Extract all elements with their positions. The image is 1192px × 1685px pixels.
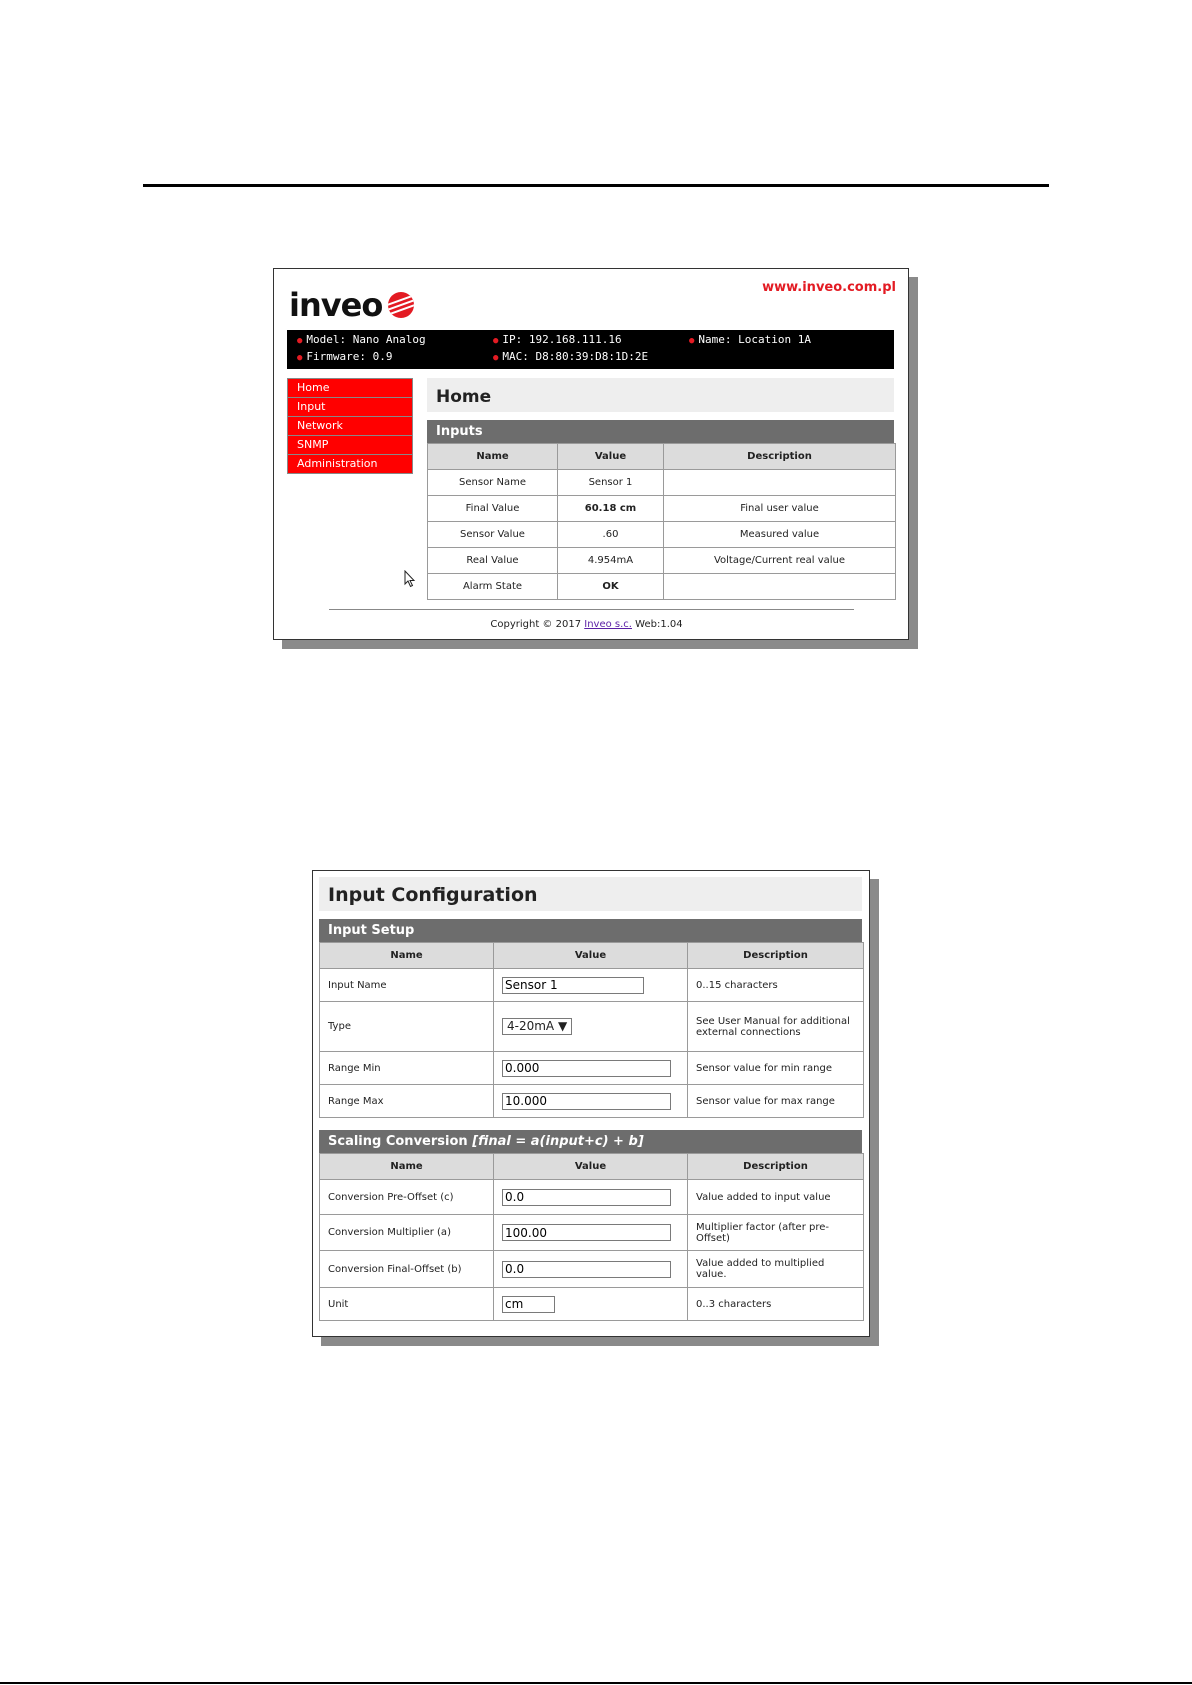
row-name: Conversion Pre-Offset (c) xyxy=(320,1180,494,1215)
model-info: ● Model: Nano Analog xyxy=(297,333,426,346)
col-header-description: Description xyxy=(688,943,864,969)
row-name: Conversion Multiplier (a) xyxy=(320,1215,494,1251)
input-name-field[interactable] xyxy=(502,977,644,994)
row-value: .60 xyxy=(558,522,664,548)
table-row xyxy=(320,969,864,1002)
row-name: Input Name xyxy=(320,969,494,1002)
col-header-name: Name xyxy=(320,943,494,969)
range-max-field[interactable] xyxy=(502,1093,671,1110)
col-header-name: Name xyxy=(428,444,558,470)
row-value: OK xyxy=(558,574,664,600)
input-setup-table xyxy=(319,942,864,1118)
table-row xyxy=(320,1052,864,1085)
row-name: Alarm State xyxy=(428,574,558,600)
bullet-icon: ● xyxy=(493,353,499,363)
inveo-logo[interactable] xyxy=(289,287,414,323)
row-name: Sensor Name xyxy=(428,470,558,496)
table-row xyxy=(428,574,896,600)
mouse-cursor-icon xyxy=(404,570,416,588)
type-select[interactable]: 4-20mA ▼ xyxy=(502,1018,572,1035)
multiplier-field[interactable] xyxy=(502,1224,671,1241)
footer-divider xyxy=(329,609,854,610)
row-name: Real Value xyxy=(428,548,558,574)
mac-info: ● MAC: D8:80:39:D8:1D:2E xyxy=(493,350,649,363)
row-description xyxy=(664,470,896,496)
page-top-rule xyxy=(143,184,1049,187)
col-header-name: Name xyxy=(320,1154,494,1180)
menu-item-snmp[interactable]: SNMP xyxy=(287,436,413,455)
input-config-title-bar xyxy=(319,877,862,911)
row-description xyxy=(664,574,896,600)
bullet-icon: ● xyxy=(689,336,695,346)
inveo-link[interactable]: Inveo s.c. xyxy=(584,619,632,630)
row-name: Unit xyxy=(320,1288,494,1321)
row-name: Conversion Final-Offset (b) xyxy=(320,1251,494,1288)
table-row xyxy=(320,1288,864,1321)
row-name: Range Min xyxy=(320,1052,494,1085)
table-row xyxy=(320,1085,864,1118)
table-row xyxy=(428,496,896,522)
table-row xyxy=(428,470,896,496)
logo-globe-icon xyxy=(388,292,414,318)
menu-item-home[interactable]: Home xyxy=(287,378,413,398)
inputs-table xyxy=(427,443,896,600)
range-min-field[interactable] xyxy=(502,1060,671,1077)
row-name: Range Max xyxy=(320,1085,494,1118)
home-title-bar xyxy=(427,378,894,412)
table-row xyxy=(320,1215,864,1251)
col-header-description: Description xyxy=(664,444,896,470)
row-description: See User Manual for additional external connections xyxy=(688,1002,864,1052)
row-description: 0..3 characters xyxy=(688,1288,864,1321)
scaling-formula: [final = a(input+c) + b] xyxy=(472,1134,644,1149)
col-header-value: Value xyxy=(494,943,688,969)
bullet-icon: ● xyxy=(493,336,499,346)
table-header-row xyxy=(428,444,896,470)
table-row xyxy=(320,1180,864,1215)
menu-item-input[interactable]: Input xyxy=(287,398,413,417)
row-description: Sensor value for min range xyxy=(688,1052,864,1085)
scaling-table xyxy=(319,1153,864,1321)
logo-text: inveo xyxy=(289,286,383,324)
name-info: ● Name: Location 1A xyxy=(689,333,812,346)
table-row xyxy=(428,548,896,574)
row-description: 0..15 characters xyxy=(688,969,864,1002)
row-name: Final Value xyxy=(428,496,558,522)
col-header-value: Value xyxy=(494,1154,688,1180)
col-header-description: Description xyxy=(688,1154,864,1180)
table-row xyxy=(320,1251,864,1288)
col-header-value: Value xyxy=(558,444,664,470)
unit-field[interactable] xyxy=(502,1296,555,1313)
final-offset-field[interactable] xyxy=(502,1261,671,1278)
row-name: Type xyxy=(320,1002,494,1052)
row-description: Final user value xyxy=(664,496,896,522)
row-description: Multiplier factor (after pre-Offset) xyxy=(688,1215,864,1251)
row-description: Sensor value for max range xyxy=(688,1085,864,1118)
footer: Copyright © 2017 Inveo s.c. Web:1.04 xyxy=(490,619,683,630)
inputs-section-header: Inputs xyxy=(427,420,894,443)
row-value: 4.954mA xyxy=(558,548,664,574)
row-value: 60.18 cm xyxy=(558,496,664,522)
row-description: Value added to multiplied value. xyxy=(688,1251,864,1288)
input-setup-section-header: Input Setup xyxy=(319,919,862,942)
bullet-icon: ● xyxy=(297,353,303,363)
menu-item-administration[interactable]: Administration xyxy=(287,455,413,474)
page-title: Input Configuration xyxy=(328,884,538,906)
bullet-icon: ● xyxy=(297,336,303,346)
site-url-link[interactable]: www.inveo.com.pl xyxy=(762,280,896,295)
row-description: Value added to input value xyxy=(688,1180,864,1215)
menu-item-network[interactable]: Network xyxy=(287,417,413,436)
pre-offset-field[interactable] xyxy=(502,1189,671,1206)
firmware-info: ● Firmware: 0.9 xyxy=(297,350,393,363)
device-info-bar xyxy=(287,330,894,369)
scaling-section-header: Scaling Conversion [final = a(input+c) + b] xyxy=(319,1130,862,1153)
table-row xyxy=(320,1002,864,1052)
table-header-row xyxy=(320,1154,864,1180)
row-name: Sensor Value xyxy=(428,522,558,548)
table-header-row xyxy=(320,943,864,969)
row-description: Measured value xyxy=(664,522,896,548)
ip-info: ● IP: 192.168.111.16 xyxy=(493,333,622,346)
table-row xyxy=(428,522,896,548)
page-title: Home xyxy=(436,387,492,407)
input-config-screenshot xyxy=(312,870,870,1337)
side-menu xyxy=(287,378,413,474)
page-bottom-rule xyxy=(0,1682,1192,1684)
row-value: Sensor 1 xyxy=(558,470,664,496)
row-description: Voltage/Current real value xyxy=(664,548,896,574)
home-screenshot xyxy=(273,268,909,640)
